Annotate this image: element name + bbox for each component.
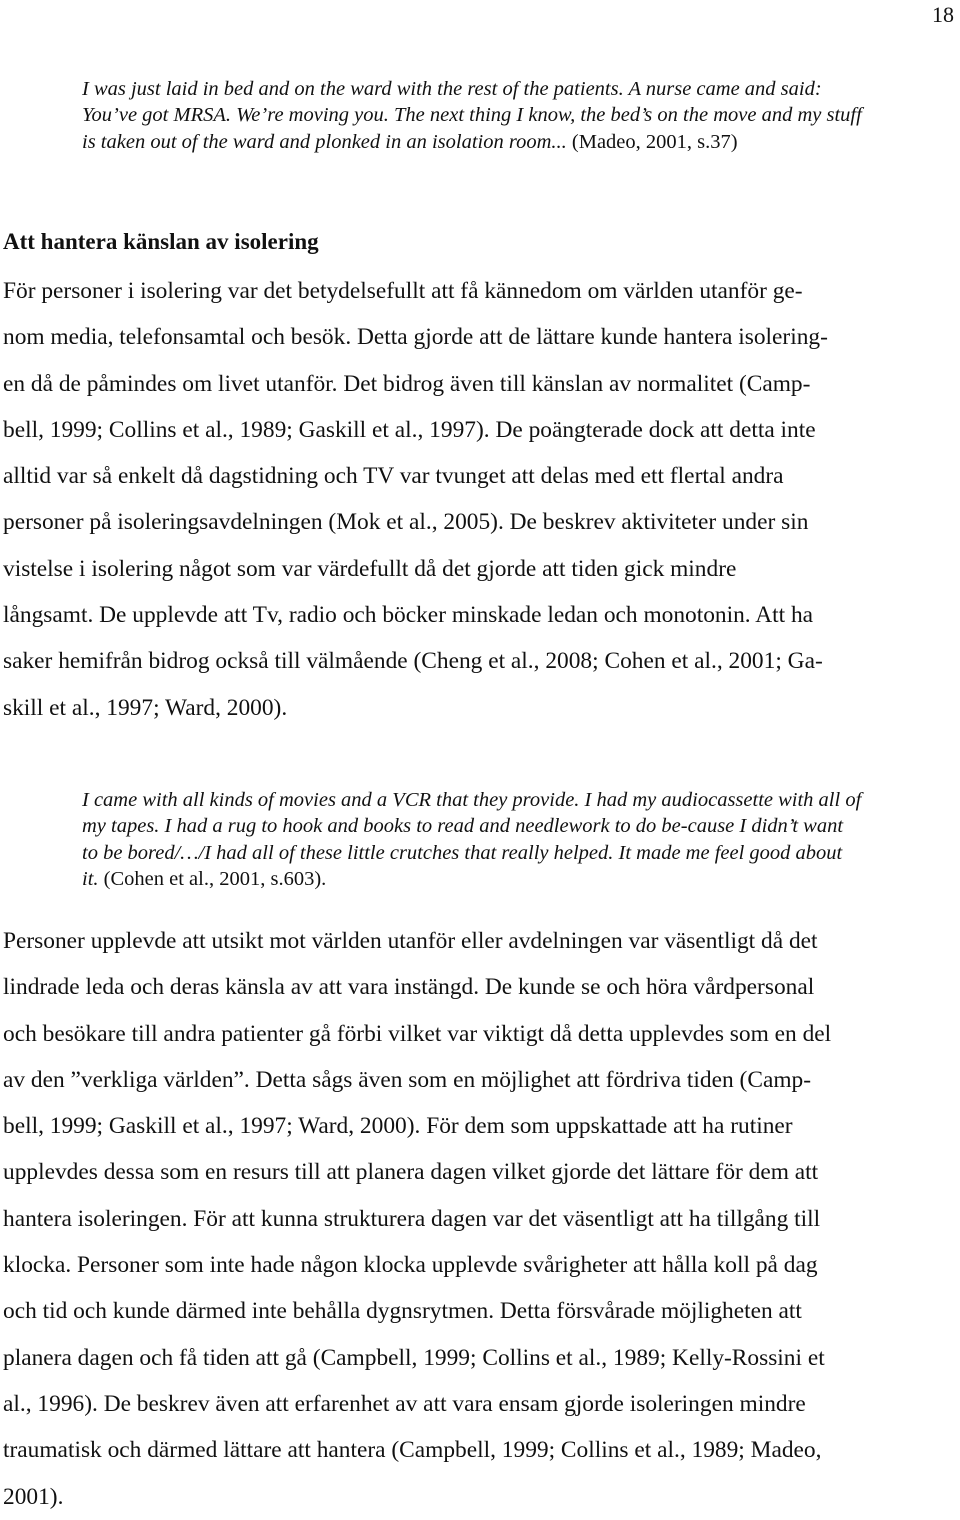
quote-text: I came with all kinds of movies and a VCR that they provide. I had my audiocassette with all of my tapes. I had a rug to hook and books to read and needlework to do be-cause I didn’t want to be bored/…/I had all of these little crutches that really helped. It made me feel good about it. <box>82 789 862 891</box>
paragraph-line: upplevdes dessa som en resurs till att planera dagen vilket gjorde det lättare för dem att <box>3 1159 819 1186</box>
paragraph-line: en då de påmindes om livet utanför. Det bidrog även till känslan av normalitet (Camp- <box>3 370 811 397</box>
paragraph-line: saker hemifrån bidrog också till välmående (Cheng et al., 2008; Cohen et al., 2001; Ga- <box>3 648 823 675</box>
paragraph-line: långsamt. De upplevde att Tv, radio och böcker minskade ledan och monotonin. Att ha <box>3 602 814 629</box>
body-paragraph <box>3 918 958 1520</box>
paragraph-line: alltid var så enkelt då dagstidning och TV var tvunget att delas med ett flertal andra <box>3 463 784 490</box>
block-quote <box>82 787 862 893</box>
paragraph-line: och tid och kunde därmed inte behålla dygnsrytmen. Detta försvårade möjligheten att <box>3 1298 802 1325</box>
paragraph-line: 2001). <box>3 1483 64 1510</box>
quote-citation: (Madeo, 2001, s.37) <box>571 130 738 153</box>
paragraph-line: planera dagen och få tiden att gå (Campbell, 1999; Collins et al., 1989; Kelly-Rossini et <box>3 1344 825 1371</box>
paragraph-line: hantera isoleringen. För att kunna strukturera dagen var det väsentligt att ha tillgång till <box>3 1205 821 1232</box>
paragraph-line: bell, 1999; Collins et al., 1989; Gaskill et al., 1997). De poängterade dock att detta inte <box>3 416 816 443</box>
paragraph-line: personer på isoleringsavdelningen (Mok et al., 2005). De beskrev aktiviteter under sin <box>3 509 809 536</box>
quote-citation: (Cohen et al., 2001, s.603). <box>103 868 327 891</box>
paragraph-line: skill et al., 1997; Ward, 2000). <box>3 694 288 721</box>
paragraph-line: och besökare till andra patienter gå förbi vilket var viktigt då detta upplevdes som en del <box>3 1020 832 1047</box>
section-heading: Att hantera känslan av isolering <box>3 229 319 254</box>
paragraph-line: klocka. Personer som inte hade någon klocka upplevde svårigheter att hålla koll på dag <box>3 1252 818 1279</box>
body-paragraph <box>3 268 958 731</box>
page-number: 18 <box>932 2 954 27</box>
paragraph-line: traumatisk och därmed lättare att hantera (Campbell, 1999; Collins et al., 1989; Madeo, <box>3 1437 822 1464</box>
quote-text: I was just laid in bed and on the ward with the rest of the patients. A nurse came and said: You’ve got MRSA. We’re moving you. The next thing I know, the bed’s on the move and my stuff is taken out of the ward and plonked in an isolation room... <box>82 78 862 153</box>
paragraph-line: Personer upplevde att utsikt mot världen utanför eller avdelningen var väsentligt då det <box>3 928 818 954</box>
paragraph-line: vistelse i isolering något som var värdefullt då det gjorde att tiden gick mindre <box>3 555 737 582</box>
paragraph-line: al., 1996). De beskrev även att erfarenhet av att vara ensam gjorde isoleringen mindre <box>3 1390 806 1417</box>
paragraph-line: För personer i isolering var det betydelsefullt att få kännedom om världen utanför ge- <box>3 278 803 304</box>
paragraph-line: lindrade leda och deras känsla av att vara instängd. De kunde se och höra vårdpersonal <box>3 974 815 1001</box>
block-quote <box>82 76 862 155</box>
paragraph-line: av den ”verkliga världen”. Detta sågs även som en möjlighet att fördriva tiden (Camp- <box>3 1066 812 1093</box>
paragraph-line: nom media, telefonsamtal och besök. Detta gjorde att de lättare kunde hantera isolering- <box>3 324 828 351</box>
paragraph-line: bell, 1999; Gaskill et al., 1997; Ward, 2000). För dem som uppskattade att ha rutiner <box>3 1113 793 1140</box>
